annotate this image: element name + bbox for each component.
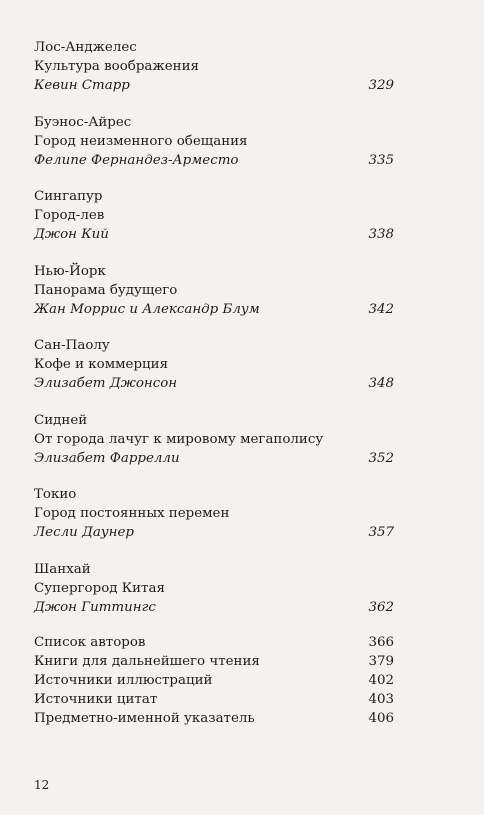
entry-page-number: 338: [368, 227, 394, 242]
toc-entry: [34, 336, 394, 393]
entry-author: Элизабет Джонсон: [34, 376, 178, 391]
entry-city: Лос-Анджелес: [34, 40, 137, 55]
entry-page-number: 348: [368, 376, 394, 391]
backmatter-list: [34, 633, 394, 729]
backmatter-label: Книги для дальнейшего чтения: [34, 653, 260, 669]
backmatter-label: Источники цитат: [34, 692, 158, 708]
backmatter-page-number: 406: [368, 711, 394, 727]
entry-author: Фелипе Фернандез-Арместо: [34, 152, 239, 168]
toc-entry: [34, 38, 394, 95]
entry-author: Жан Моррис и Александр Блум: [34, 301, 260, 317]
entry-city: Сан-Паолу: [34, 338, 110, 353]
entry-page-number: 352: [368, 450, 394, 466]
entry-city: Шанхай: [34, 561, 91, 577]
backmatter-item: [34, 652, 394, 671]
entry-page-number: 362: [368, 599, 394, 615]
entry-page-number: 357: [368, 525, 394, 540]
toc-entry: [34, 187, 394, 244]
entry-author: Элизабет Фаррелли: [34, 450, 180, 466]
entry-city: Сингапур: [34, 189, 103, 204]
backmatter-page-number: 366: [368, 634, 394, 650]
backmatter-label: Предметно-именной указатель: [34, 711, 255, 727]
backmatter-page-number: 402: [368, 672, 394, 688]
page-folio-number: 12: [34, 778, 50, 792]
entry-subtitle: Панорама будущего: [34, 282, 178, 298]
entry-author: Лесли Даунер: [34, 525, 134, 540]
toc-entry: [34, 262, 394, 319]
entry-page-number: 335: [368, 152, 394, 168]
entry-page-number: 329: [368, 78, 394, 93]
toc-entry: [34, 411, 394, 468]
entry-subtitle: Город-лев: [34, 208, 105, 223]
backmatter-item: [34, 709, 394, 728]
toc-entry: [34, 560, 394, 617]
entry-city: Нью-Йорк: [34, 263, 106, 279]
entry-city: Буэнос-Айрес: [34, 114, 132, 130]
backmatter-item: [34, 690, 394, 709]
entry-subtitle: Кофе и коммерция: [34, 357, 169, 372]
entry-page-number: 342: [368, 301, 394, 317]
toc-entry: [34, 113, 394, 170]
backmatter-page-number: 403: [368, 692, 394, 708]
entry-subtitle: Супергород Китая: [34, 580, 165, 596]
table-of-contents: [34, 38, 394, 729]
entry-city: Токио: [34, 487, 77, 502]
entry-subtitle: Город неизменного обещания: [34, 133, 248, 149]
backmatter-label: Список авторов: [34, 634, 146, 650]
entry-subtitle: Город постоянных перемен: [34, 506, 230, 521]
toc-entry: [34, 485, 394, 542]
backmatter-label: Источники иллюстраций: [34, 672, 213, 688]
entry-subtitle: От города лачуг к мировому мегаполису: [34, 431, 324, 447]
backmatter-page-number: 379: [368, 653, 394, 669]
backmatter-item: [34, 633, 394, 652]
entry-author: Джон Гиттингс: [34, 599, 156, 615]
backmatter-item: [34, 671, 394, 690]
entry-author: Джон Кий: [34, 227, 109, 242]
entry-subtitle: Культура воображения: [34, 59, 199, 74]
entry-city: Сидней: [34, 412, 88, 428]
entry-author: Кевин Старр: [34, 78, 130, 93]
